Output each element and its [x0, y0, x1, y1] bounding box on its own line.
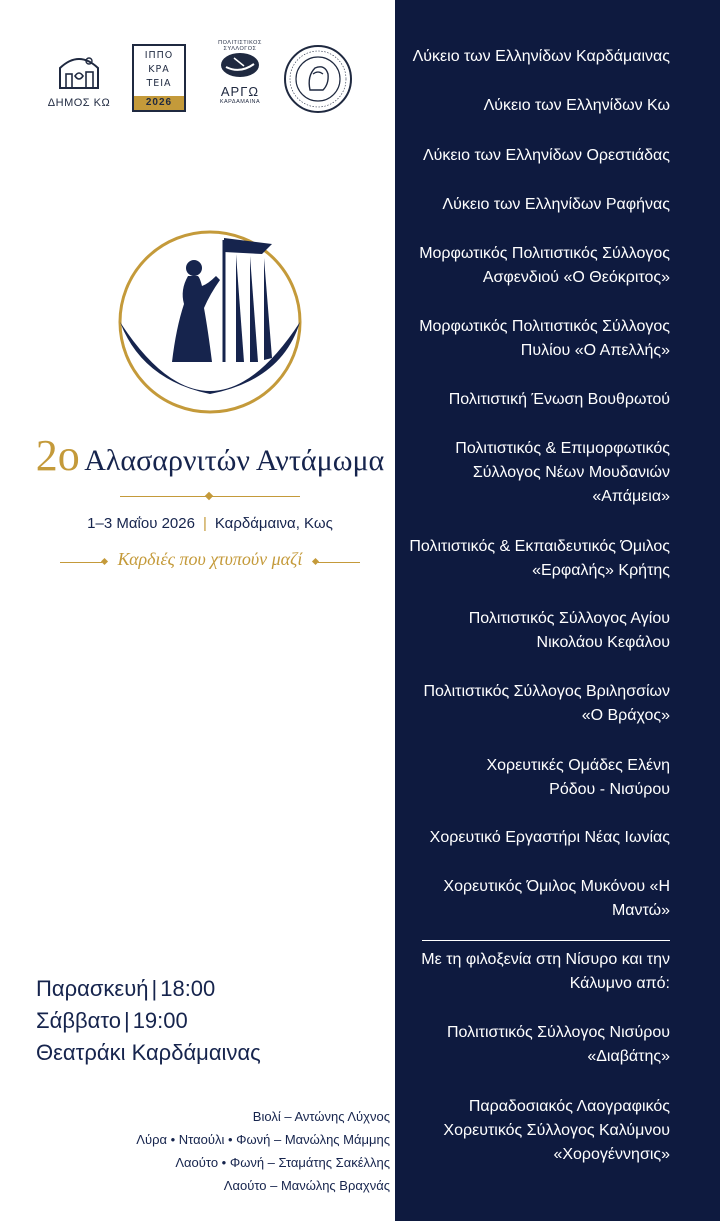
dimos-ko-logo — [40, 50, 118, 109]
lyceum-seal-logo — [283, 44, 353, 114]
group-item: Λύκειο των Ελληνίδων Ραφήνας — [442, 196, 670, 213]
musicians-list — [80, 1105, 390, 1197]
ippokrateia-line-1: ΙΠΠΟ — [144, 50, 174, 61]
venue: Θεατράκι Καρδάμαινας — [36, 1040, 261, 1065]
event-title — [0, 430, 420, 481]
event-dates: 1–3 Μαΐου 2026 — [87, 515, 195, 532]
municipality-emblem-icon — [56, 50, 102, 90]
logos-row — [40, 40, 370, 120]
section-divider — [422, 940, 670, 941]
event-tagline: Καρδιές που χτυπούν μαζί — [117, 549, 303, 569]
host-group-item: Πολιτιστικός Σύλλογος Νισύρου «Διαβάτης» — [446, 1024, 670, 1065]
event-title-number: 2ο — [35, 431, 80, 480]
schedule — [36, 973, 261, 1069]
groups-list — [395, 0, 720, 1221]
group-item: Χορευτικό Εργαστήρι Νέας Ιωνίας — [429, 829, 670, 846]
musician-4: Λαούτο – Μανώλης Βραχνάς — [223, 1178, 390, 1193]
group-item: Πολιτιστικός & Εκπαιδευτικός Όμιλος «Ερφαλής» Κρήτης — [409, 538, 670, 579]
festival-emblem-icon — [112, 230, 308, 426]
event-title-text: Αλασαρνιτών Αντάμωμα — [84, 444, 385, 477]
group-item: Λύκειο των Ελληνίδων Καρδάμαινας — [412, 48, 670, 65]
ippokrateia-logo — [132, 44, 186, 112]
group-item: Χορευτικός Όμιλος Μυκόνου «Η Μαντώ» — [443, 878, 670, 919]
argo-place: ΚΑΡΔΑΜΑΙΝΑ — [219, 99, 261, 105]
ship-icon — [220, 52, 260, 78]
musician-1: Βιολί – Αντώνης Λύχνος — [252, 1109, 390, 1124]
ippokrateia-year: 2026 — [134, 96, 184, 110]
tagline-row — [60, 549, 360, 575]
date-place-line: 1–3 Μαΐου 2026 | Καρδάμαινα, Κως — [87, 515, 333, 532]
ippokrateia-line-3: ΤΕΙΑ — [146, 78, 172, 89]
group-item: Χορευτικές Ομάδες Ελένη Ρόδου - Νισύρου — [486, 757, 670, 798]
hosting-note: Με τη φιλοξενία στη Νίσυρο και την Κάλυμνο από: — [421, 951, 670, 992]
ippokrateia-line-2: ΚΡΑ — [148, 64, 170, 75]
group-item: Πολιτιστική Ένωση Βουθρωτού — [448, 391, 670, 408]
group-item: Πολιτιστικός Σύλλογος Βριλησσίων «Ο Βράχος» — [423, 683, 670, 724]
group-item: Μορφωτικός Πολιτιστικός Σύλλογος Πυλίου «Ο Απελλής» — [419, 318, 670, 359]
group-item: Πολιτιστικός Σύλλογος Αγίου Νικολάου Κεφάλου — [468, 610, 670, 651]
dimos-ko-label: ΔΗΜΟΣ ΚΩ — [47, 97, 111, 109]
schedule-day-2: Σάββατο | 19:00 — [36, 1008, 188, 1033]
musician-3: Λαούτο • Φωνή – Σταμάτης Σακέλλης — [175, 1155, 390, 1170]
title-divider — [120, 496, 300, 497]
seal-icon — [283, 44, 353, 114]
argo-logo — [214, 40, 266, 105]
host-group-item: Παραδοσιακός Λαογραφικός Χορευτικός Σύλλογος Καλύμνου «Χορογέννησις» — [443, 1098, 670, 1163]
event-place: Καρδάμαινα, Κως — [214, 515, 333, 532]
group-item: Μορφωτικός Πολιτιστικός Σύλλογος Ασφενδιού «Ο Θεόκριτος» — [419, 245, 670, 286]
argo-name: ΑΡΓΩ — [220, 84, 260, 99]
musician-2: Λύρα • Νταούλι • Φωνή – Μανώλης Μάμμης — [136, 1132, 390, 1147]
group-item: Λύκειο των Ελληνίδων Κω — [483, 97, 670, 114]
group-item: Λύκειο των Ελληνίδων Ορεστιάδας — [422, 147, 670, 164]
group-item: Πολιτιστικός & Επιμορφωτικός Σύλλογος Νέων Μουδανιών «Απάμεια» — [455, 440, 670, 505]
argo-top-label: ΠΟΛΙΤΙΣΤΙΚΟΣ ΣΥΛΛΟΓΟΣ — [218, 40, 262, 52]
schedule-day-1: Παρασκευή | 18:00 — [36, 976, 216, 1001]
groups-panel — [395, 0, 720, 1221]
